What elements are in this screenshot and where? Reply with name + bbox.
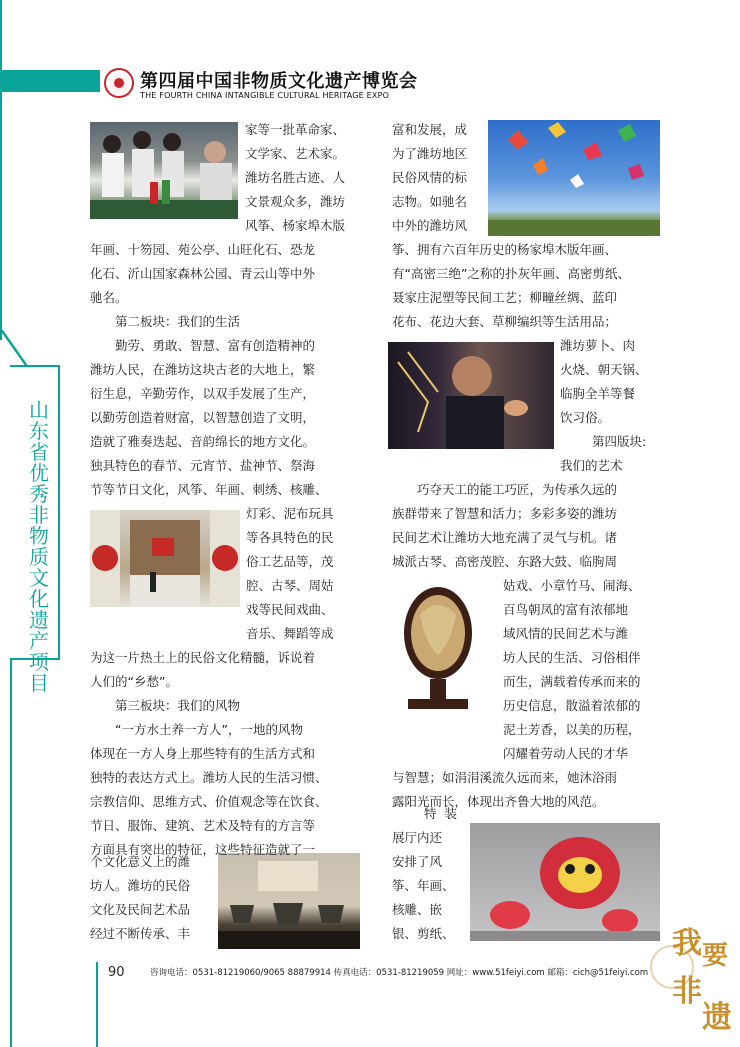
footer-contact: 咨询电话：0531-81219060/9065 88879914 传真电话：0531-81219059 网址：www.51feiyi.com 邮箱：cich@51feiyi.com xyxy=(150,968,649,978)
text-line: 造就了雅奏迭起、音韵绵长的地方文化。 xyxy=(90,434,316,449)
calligraphy-char: 遗 xyxy=(702,1000,732,1035)
text-line: 文学家、艺术家。 xyxy=(245,146,346,161)
text-line: 展厅内还 xyxy=(392,830,443,845)
side-rule-top xyxy=(0,0,2,340)
photo-kite-festival xyxy=(488,120,660,236)
text-line: 文景观众多，潍坊 xyxy=(245,194,346,209)
text-line: 域风情的民间艺术与潍 xyxy=(503,626,629,641)
text-line: 腔、古琴、周姑 xyxy=(246,578,334,593)
calligraphy-char: 要 xyxy=(702,941,729,971)
text-line: 筝、年画、 xyxy=(392,878,455,893)
text-line: 体现在一方人身上那些特有的生活方式和 xyxy=(90,746,316,761)
text-line: 姑戏、小章竹马、闹海、 xyxy=(503,578,641,593)
header-title-en: THE FOURTH CHINA INTANGIBLE CULTURAL HERITAGE EXPO xyxy=(140,91,390,100)
text-line: 以勤劳创造着财富，以智慧创造了文明， xyxy=(90,410,316,425)
text-line: 潍坊名胜古迹、人 xyxy=(245,170,346,185)
text-line: 安排了风 xyxy=(392,854,443,869)
text-line: 筝、拥有六百年历史的杨家埠木版年画、 xyxy=(392,242,618,257)
text-line: 家等一批革命家、 xyxy=(245,122,346,137)
text-line: 文化及民间艺术品 xyxy=(90,902,191,917)
left-intro-block xyxy=(245,118,345,238)
photo-carved-screen xyxy=(390,575,486,725)
footer-rule xyxy=(96,962,98,1047)
text-line: 经过不断传承、丰 xyxy=(90,926,191,941)
text-line: 历史信息，散溢着浓郁的 xyxy=(503,698,641,713)
text-line: 饮习俗。 xyxy=(560,410,611,425)
text-line: 独具特色的春节、元宵节、盐神节、祭海 xyxy=(90,458,316,473)
text-line: 宗教信仰、思维方式、价值观念等在饮食、 xyxy=(90,794,328,809)
text-line: 巧夺天工的能工巧匠，为传承久远的 xyxy=(417,482,618,497)
photo-spring-festival-gate xyxy=(90,510,240,607)
text-line: 为了潍坊地区 xyxy=(392,146,468,161)
calligraphy-char: 非 xyxy=(672,974,702,1009)
text-line: 火烧、朝天锅、 xyxy=(560,362,648,377)
side-label: 山东省优秀非物质文化遗产项目 xyxy=(29,398,49,695)
section4-heading: 第四版块: xyxy=(592,434,647,449)
right-full-block-1 xyxy=(392,238,630,334)
header-title-cn: 第四届中国非物质文化遗产博览会 xyxy=(140,71,418,92)
text-line: 勤劳、勇敢、智慧、富有创造精神的 xyxy=(115,338,316,353)
text-line: 衍生息，辛勤劳作，以双手发展了生产， xyxy=(90,386,316,401)
text-line: 民间艺术让潍坊大地充满了灵气与机。诸 xyxy=(392,530,618,545)
text-line: 民俗风情的标 xyxy=(392,170,468,185)
text-line: 族群带来了智慧和活力；多彩多姿的潍坊 xyxy=(392,506,618,521)
text-line: 志物。如驰名 xyxy=(392,194,468,209)
text-line: 个文化意义上的潍 xyxy=(90,854,191,869)
right-beside-man xyxy=(560,334,648,478)
text-line: 独特的表达方式上。潍坊人民的生活习惯、 xyxy=(90,770,328,785)
text-line: 年画、十笏园、苑公亭、山旺化石、恐龙 xyxy=(90,242,316,257)
text-line: 银、剪纸、 xyxy=(392,926,455,941)
photo-lion-dance-figurines xyxy=(470,823,660,941)
left-section3-block xyxy=(90,646,328,862)
text-line: 百鸟朝凤的富有浓郁地 xyxy=(503,602,629,617)
text-line: 有“高密三绝”之称的扑灰年画、高密剪纸、 xyxy=(392,266,630,281)
text-line: 俗工艺品等，茂 xyxy=(246,554,334,569)
section2-heading: 第二板块：我们的生活 xyxy=(115,314,241,329)
section3-heading: 第三板块：我们的风物 xyxy=(115,698,241,713)
text-line: 风筝、杨家埠木版 xyxy=(245,218,346,233)
text-line: 化石、沂山国家森林公园、青云山等中外 xyxy=(90,266,316,281)
text-line: 临朐全羊等餐 xyxy=(560,386,636,401)
text-line: 闪耀着劳动人民的才华 xyxy=(503,746,629,761)
text-line: 富和发展，成 xyxy=(392,122,468,137)
right-beside-screen xyxy=(503,574,641,766)
text-line: 音乐、舞蹈等成 xyxy=(246,626,334,641)
text-line: 驰名。 xyxy=(90,290,128,305)
text-line: “一方水土养一方人”，一地的风物 xyxy=(115,722,303,737)
right-section4-block xyxy=(392,478,617,574)
right-beside-lion xyxy=(392,802,457,946)
expo-logo-icon xyxy=(104,68,134,98)
text-line: 与智慧；如涓涓溪流久远而来，她沐浴雨 xyxy=(392,770,618,785)
text-line: 而生，满载着传承而来的 xyxy=(503,674,641,689)
text-line: 潍坊人民，在潍坊这块古老的大地上，繁 xyxy=(90,362,316,377)
photo-visitors-crowd xyxy=(90,122,238,219)
text-line: 灯彩、泥布玩具 xyxy=(246,506,334,521)
left-intro-continued xyxy=(90,238,328,502)
text-line: 潍坊萝卜、肉 xyxy=(560,338,636,353)
left-beside-festival xyxy=(246,502,334,646)
page-number: 90 xyxy=(108,965,125,980)
right-beside-kites xyxy=(392,118,467,238)
text-line: 特 装 xyxy=(424,806,457,821)
text-line: 泥土芳香，以美的历程， xyxy=(503,722,641,737)
side-rule-bottom xyxy=(10,660,12,1047)
text-line: 人们的“乡愁”。 xyxy=(90,674,178,689)
text-line: 戏等民间戏曲、 xyxy=(246,602,334,617)
text-line: 节等节日文化，风筝、年画、刺绣、核雕、 xyxy=(90,482,328,497)
text-line: 露阳光而长，体现出齐鲁大地的风范。 xyxy=(392,794,605,809)
text-line: 为这一片热土上的民俗文化精髓，诉说着 xyxy=(90,650,316,665)
text-line: 节日、服饰、建筑、艺术及特有的方言等 xyxy=(90,818,316,833)
section4-heading: 我们的艺术 xyxy=(560,458,623,473)
text-line: 等各具特色的民 xyxy=(246,530,334,545)
calligraphy-char: 我 xyxy=(672,926,702,961)
text-line: 聂家庄泥塑等民间工艺；柳疃丝绸、蓝印 xyxy=(392,290,618,305)
text-line: 核雕、嵌 xyxy=(392,902,443,917)
text-line: 坊人民的生活、习俗相伴 xyxy=(503,650,641,665)
photo-craftsman xyxy=(388,342,554,449)
text-line: 中外的潍坊风 xyxy=(392,218,468,233)
text-line: 花布、花边大套、草柳编织等生活用品； xyxy=(392,314,618,329)
text-line: 方面具有突出的特征，这些特征造就了一 xyxy=(90,842,316,857)
photo-bronze-vessels xyxy=(218,853,360,949)
text-line: 坊人。潍坊的民俗 xyxy=(90,878,191,893)
left-beside-bronze xyxy=(90,850,190,946)
text-line: 城派古琴、高密茂腔、东路大鼓、临朐周 xyxy=(392,554,618,569)
